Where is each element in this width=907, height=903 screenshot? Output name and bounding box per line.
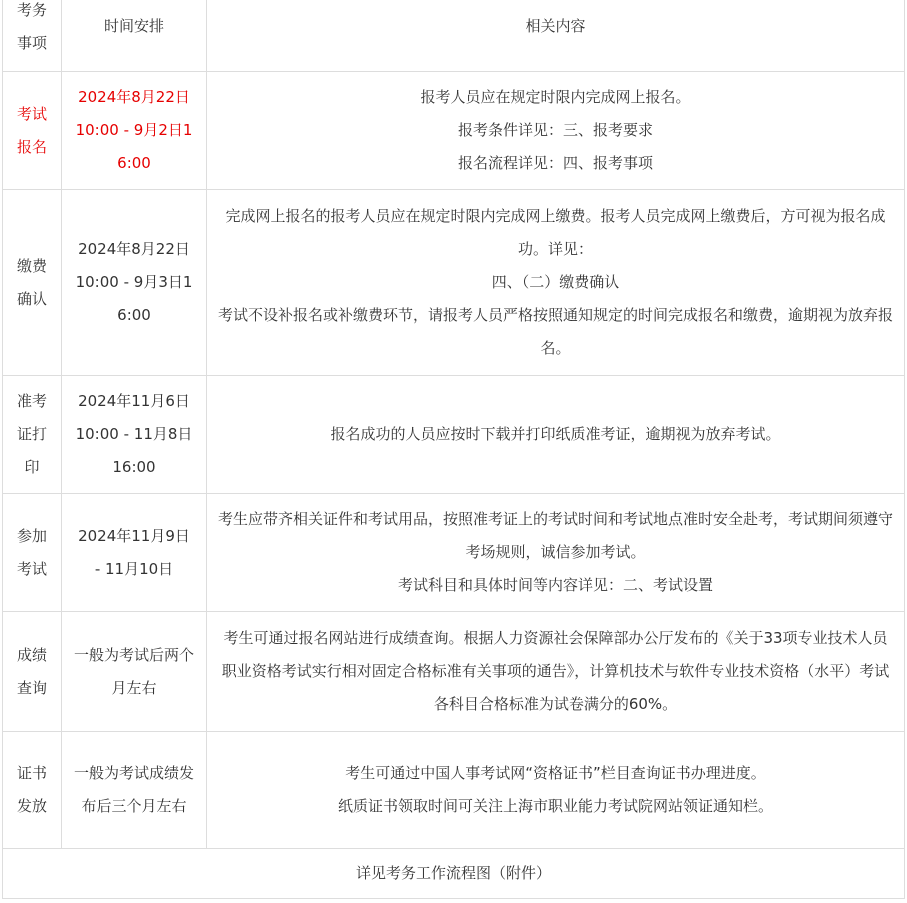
table-header-row <box>3 0 905 72</box>
table-row-score-query <box>3 612 905 732</box>
header-item-cell: 考务事项 <box>3 0 62 72</box>
item-cell: 证书发放 <box>3 732 62 849</box>
item-cell: 准考证打印 <box>3 376 62 494</box>
content-cell <box>207 190 905 376</box>
table-row-exam <box>3 494 905 612</box>
time-cell: 2024年8月22日10:00 - 9月3日16:00 <box>62 190 207 376</box>
content-cell <box>207 612 905 732</box>
table-row-certificate <box>3 732 905 849</box>
content-line: 报名流程详见：四、报考事项 <box>457 154 653 172</box>
content-line: 考生可通过报名网站进行成绩查询。根据人力资源社会保障部办公厅发布的《关于33项专业技术人员职业资格考试实行相对固定合格标准有关事项的通告》，计算机技术与软件专业技术资格（水平）考试各科目合格标准为试卷满分的60%。 <box>221 629 890 713</box>
content-cell <box>207 732 905 849</box>
item-cell: 考试报名 <box>3 72 62 190</box>
item-cell: 缴费确认 <box>3 190 62 376</box>
time-cell: 一般为考试成绩发布后三个月左右 <box>62 732 207 849</box>
table-footer-row <box>3 849 905 899</box>
header-content-cell: 相关内容 <box>207 0 905 72</box>
content-line: 报考条件详见：三、报考要求 <box>457 121 653 139</box>
content-cell <box>207 376 905 494</box>
header-time-cell: 时间安排 <box>62 0 207 72</box>
content-line: 报考人员应在规定时限内完成网上报名。 <box>420 88 691 106</box>
content-line: 四、（二）缴费确认 <box>491 273 620 291</box>
content-line: 完成网上报名的报考人员应在规定时限内完成网上缴费。报考人员完成网上缴费后，方可视为报名成功。详见： <box>225 207 886 258</box>
item-cell: 参加考试 <box>3 494 62 612</box>
time-cell: 2024年11月9日 - 11月10日 <box>62 494 207 612</box>
table-row-payment <box>3 190 905 376</box>
content-line: 考试科目和具体时间等内容详见：二、考试设置 <box>397 576 713 594</box>
exam-schedule-table <box>2 0 905 899</box>
content-line: 考生应带齐相关证件和考试用品，按照准考证上的考试时间和考试地点准时安全赴考，考试期间须遵守考场规则，诚信参加考试。 <box>217 510 893 561</box>
content-line: 纸质证书领取时间可关注上海市职业能力考试院网站领证通知栏。 <box>337 797 773 815</box>
footer-note: 详见考务工作流程图（附件） <box>3 849 905 899</box>
table-row-admission-ticket <box>3 376 905 494</box>
item-cell: 成绩查询 <box>3 612 62 732</box>
content-cell <box>207 72 905 190</box>
time-cell: 一般为考试后两个月左右 <box>62 612 207 732</box>
time-cell: 2024年8月22日10:00 - 9月2日16:00 <box>62 72 207 190</box>
content-line: 考试不设补报名或补缴费环节，请报考人员严格按照通知规定的时间完成报名和缴费，逾期视为放弃报名。 <box>217 306 893 357</box>
time-cell: 2024年11月6日10:00 - 11月8日16:00 <box>62 376 207 494</box>
content-line: 考生可通过中国人事考试网“资格证书”栏目查询证书办理进度。 <box>345 764 766 782</box>
table-row-registration <box>3 72 905 190</box>
content-line: 报名成功的人员应按时下载并打印纸质准考证，逾期视为放弃考试。 <box>330 425 781 443</box>
content-cell <box>207 494 905 612</box>
